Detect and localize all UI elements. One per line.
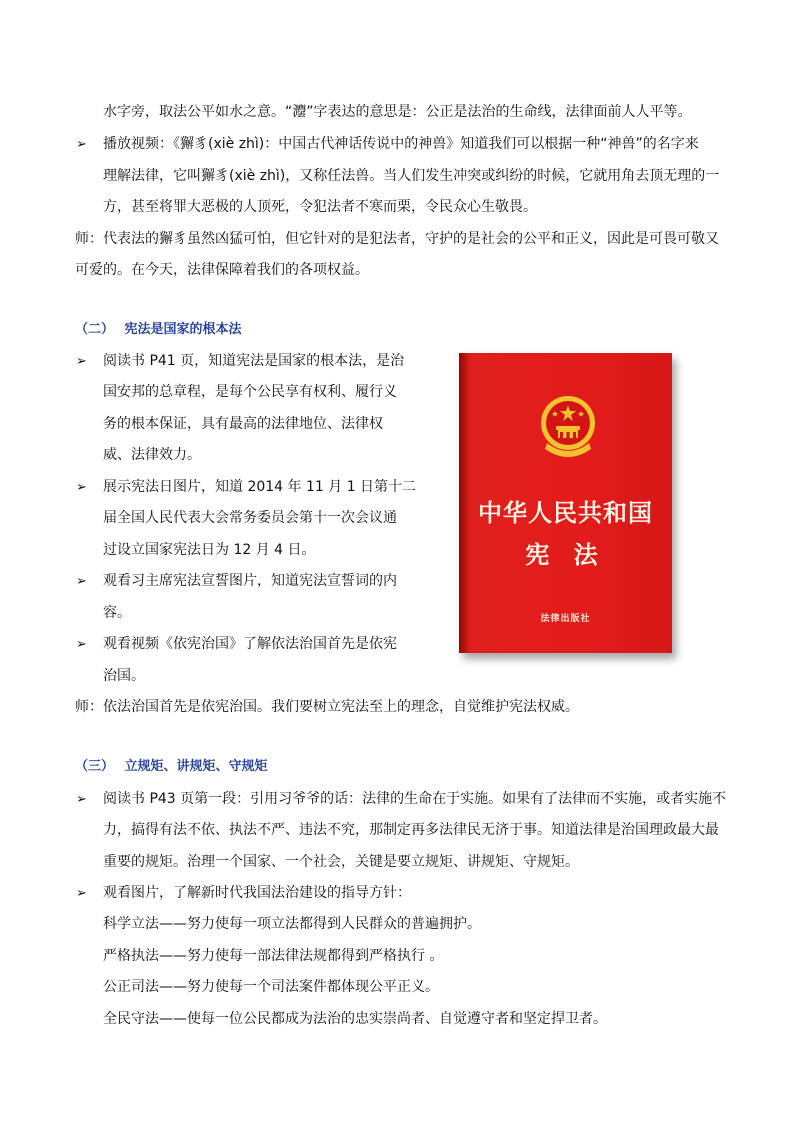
heading-number: （二） bbox=[75, 322, 115, 337]
heading-number: （三） bbox=[75, 759, 115, 774]
paragraph-line: 届全国人民代表大会常务委员会第十一次会议通 bbox=[103, 510, 397, 526]
teacher-note: 师：依法治国首先是依宪治国。我们要树立宪法至上的理念，自觉维护宪法权威。 bbox=[75, 699, 579, 715]
paragraph-line: 过设立国家宪法日为 12 月 4 日。 bbox=[103, 542, 316, 558]
teacher-note: 可爱的。在今天，法律保障着我们的各项权益。 bbox=[75, 262, 369, 278]
paragraph-line: 容。 bbox=[103, 605, 131, 621]
section-heading bbox=[75, 320, 242, 340]
teacher-note: 师：代表法的獬豸虽然凶猛可怕，但它针对的是犯法者，守护的是社会的公平和正义，因此是可畏可敬又 bbox=[75, 231, 719, 247]
paragraph-line: 观看习主席宪法宣誓图片，知道宪法宣誓词的内 bbox=[103, 573, 397, 589]
paragraph-line: 国安邦的总章程，是每个公民享有权利、履行义 bbox=[103, 384, 397, 400]
heading-text: 宪法是国家的根本法 bbox=[124, 322, 242, 337]
paragraph-line: 治国。 bbox=[103, 668, 145, 684]
paragraph-line: 阅读书 P41 页，知道宪法是国家的根本法，是治 bbox=[103, 353, 405, 369]
constitution-book-image bbox=[459, 353, 672, 653]
paragraph-line: 水字旁，取法公平如水之意。“灋”字表达的意思是：公正是法治的生命线，法律面前人人平等。 bbox=[103, 104, 692, 120]
paragraph-line: 重要的规矩。治理一个国家、一个社会，关键是要立规矩、讲规矩、守规矩。 bbox=[103, 854, 579, 870]
book-publisher: 法律出版社 bbox=[540, 614, 591, 624]
national-emblem-icon bbox=[539, 393, 597, 463]
guideline-item: 严格执法——努力使每一部法律法规都得到严格执行 。 bbox=[103, 948, 444, 964]
guideline-item: 公正司法——努力使每一个司法案件都体现公平正义。 bbox=[103, 979, 439, 995]
paragraph-line: 威、法律效力。 bbox=[103, 447, 201, 463]
guideline-item: 全民守法——使每一位公民都成为法治的忠实崇尚者、自觉遵守者和坚定捍卫者。 bbox=[103, 1011, 607, 1027]
heading-text: 立规矩、讲规矩、守规矩 bbox=[124, 759, 268, 774]
book-title: 宪 法 bbox=[525, 540, 606, 569]
bullet-arrow-icon: ➢ bbox=[76, 886, 87, 901]
bullet-arrow-icon: ➢ bbox=[76, 354, 87, 369]
bullet-arrow-icon: ➢ bbox=[76, 637, 87, 652]
paragraph-line: 展示宪法日图片，知道 2014 年 11 月 1 日第十二 bbox=[103, 479, 417, 495]
paragraph-line: 播放视频：《獬豸(xiè zhì)：中国古代神话传说中的神兽》知道我们可以根据一种“神兽”的名字来 bbox=[103, 136, 699, 152]
paragraph-line: 务的根本保证，具有最高的法律地位、法律权 bbox=[103, 416, 383, 432]
bullet-arrow-icon: ➢ bbox=[76, 574, 87, 589]
book-title: 中华人民共和国 bbox=[478, 498, 653, 527]
paragraph-line: 理解法律，它叫獬豸(xiè zhì)，又称任法兽。当人们发生冲突或纠纷的时候，它就用角去顶无理的一 bbox=[103, 168, 720, 184]
paragraph-line: 阅读书 P43 页第一段：引用习爷爷的话：法律的生命在于实施。如果有了法律而不实施，或者实施不 bbox=[103, 791, 727, 807]
bullet-arrow-icon: ➢ bbox=[76, 792, 87, 807]
section-heading bbox=[75, 757, 268, 777]
paragraph-line: 观看图片，了解新时代我国法治建设的指导方针： bbox=[103, 885, 411, 901]
paragraph-line: 观看视频《依宪治国》了解依法治国首先是依宪 bbox=[103, 636, 397, 652]
paragraph-line: 力，搞得有法不依、执法不严、违法不究，那制定再多法律民无济于事。知道法律是治国理政最大最 bbox=[103, 822, 719, 838]
bullet-arrow-icon: ➢ bbox=[76, 480, 87, 495]
guideline-item: 科学立法——努力使每一项立法都得到人民群众的普遍拥护。 bbox=[103, 916, 481, 932]
paragraph-line: 方，甚至将罪大恶极的人顶死，令犯法者不寒而栗，令民众心生敬畏。 bbox=[103, 199, 537, 215]
bullet-arrow-icon: ➢ bbox=[76, 137, 87, 152]
